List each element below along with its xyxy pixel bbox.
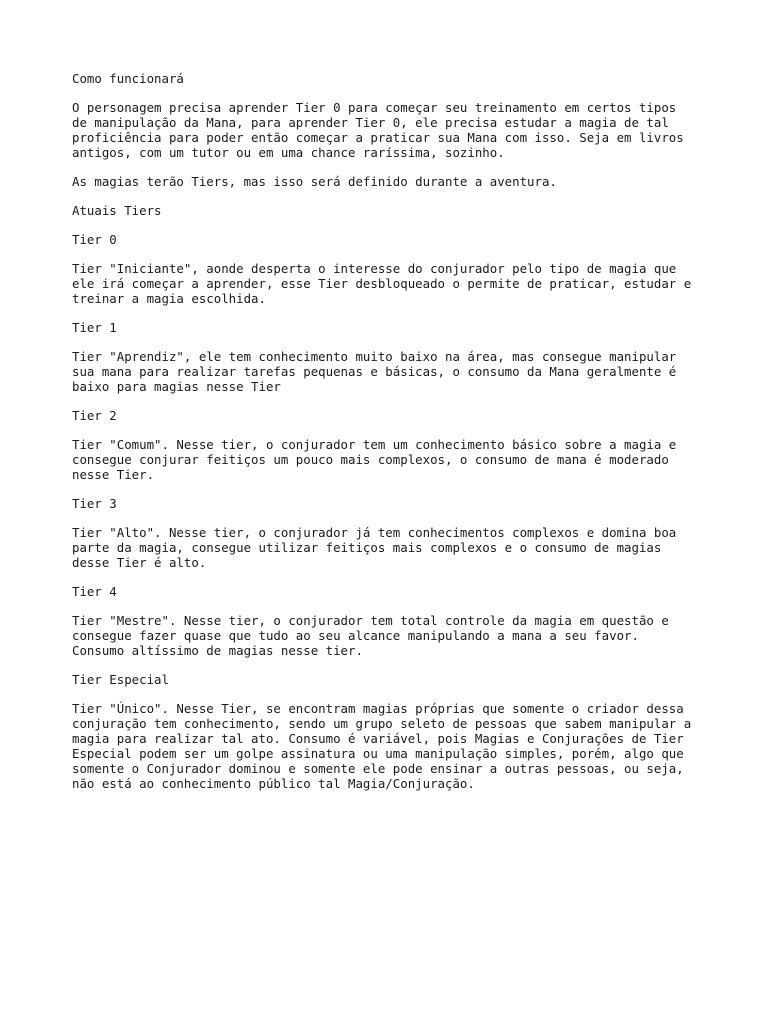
- tier-heading-1: Tier 1: [72, 320, 117, 335]
- tier-heading-4: Tier 4: [72, 584, 117, 599]
- tier-description-2: Tier "Comum". Nesse tier, o conjurador tem um conhecimento básico sobre a magia e consegue conjurar feitiços um pouco mais complexos, o consumo de mana é moderado nesse Tier.: [72, 437, 677, 482]
- section-heading-como-funcionara: Como funcionará: [72, 71, 184, 86]
- tier-description-4: Tier "Mestre". Nesse tier, o conjurador tem total controle da magia em questão e consegue fazer quase que tudo ao seu alcance manipulando a mana a seu favor. Consumo altíssimo de magias nesse tier.: [72, 613, 669, 658]
- section-heading-atuais-tiers: Atuais Tiers: [72, 203, 162, 218]
- tier-heading-2: Tier 2: [72, 408, 117, 423]
- tier-description-especial: Tier "Único". Nesse Tier, se encontram magias próprias que somente o criador dessa conjuração tem conhecimento, sendo um grupo seleto de pessoas que sabem manipular a magia para realizar tal ato. Consumo é variável, pois Magias e Conjurações de Tier Especial podem ser um golpe assinatura ou uma manipulação simples, porém, algo que somente o Conjurador dominou e somente ele pode ensinar a outras pessoas, ou seja, não está ao conhecimento público tal Magia/Conjuração.: [72, 701, 692, 791]
- tier-heading-0: Tier 0: [72, 232, 117, 247]
- tier-description-0: Tier "Iniciante", aonde desperta o interesse do conjurador pelo tipo de magia que ele irá começar a aprender, esse Tier desbloqueado o permite de praticar, estudar e treinar a magia escolhida.: [72, 261, 692, 306]
- tier-description-3: Tier "Alto". Nesse tier, o conjurador já tem conhecimentos complexos e domina boa parte da magia, consegue utilizar feitiços mais complexos e o consumo de magias desse Tier é alto.: [72, 525, 677, 570]
- document-body: [72, 71, 712, 805]
- paragraph-tiers-note: As magias terão Tiers, mas isso será definido durante a aventura.: [72, 174, 557, 189]
- paragraph-intro: O personagem precisa aprender Tier 0 para começar seu treinamento em certos tipos de manipulação da Mana, para aprender Tier 0, ele precisa estudar a magia de tal proficiência para poder então começar a praticar sua Mana com isso. Seja em livros antigos, com um tutor ou em uma chance raríssima, sozinho.: [72, 100, 684, 160]
- tier-heading-3: Tier 3: [72, 496, 117, 511]
- tier-description-1: Tier "Aprendiz", ele tem conhecimento muito baixo na área, mas consegue manipular sua mana para realizar tarefas pequenas e básicas, o consumo da Mana geralmente é baixo para magias nesse Tier: [72, 349, 677, 394]
- tier-heading-especial: Tier Especial: [72, 672, 169, 687]
